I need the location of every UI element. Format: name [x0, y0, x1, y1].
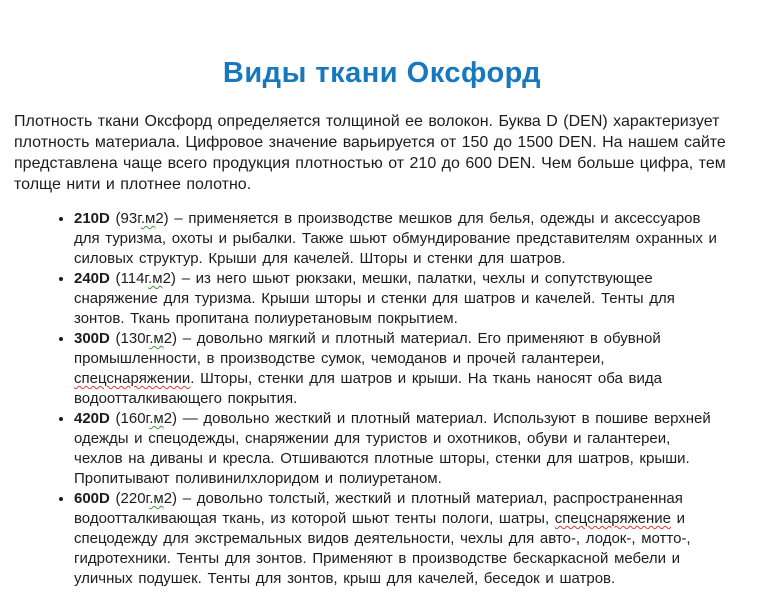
bullet-text: (220г	[109, 490, 150, 507]
intro-paragraph: Плотность ткани Оксфорд определяется толщиной ее волокон. Буква D (DEN) характеризует плотность материала. Цифровое значение варьируется от 150 до 1500 DEN. На нашем сайте представлена чаще всего продукция плотностью от 210 до 600 DEN. Чем больше цифра, тем толще нити и плотнее полотно.	[14, 113, 726, 193]
grammar-flagged-text: .м	[148, 270, 163, 287]
grammar-flagged-text: .м	[149, 410, 164, 427]
grammar-flagged-text: .м	[149, 490, 164, 507]
misspelled-word: спецснаряжение	[554, 510, 671, 527]
bullet-text: 2) – довольно мягкий и плотный материал. Его применяют в обувной промышленности, в производстве сумок, чемоданов и прочей галантереи,	[74, 330, 661, 367]
bullet-text: (114г	[109, 270, 149, 287]
density-term: 240D	[74, 270, 110, 287]
bullet-text: 2) — довольно жесткий и плотный материал. Используют в пошиве верхней одежды и спецодежды, снаряжении для туристов и охотников, обуви и галантереи, чехлов на диваны и кресла. Отшиваются плотные шторы, стенки для шатров, крыши. Пропитывают поливинилхлоридом и полиуретаном.	[74, 410, 711, 487]
density-term: 300D	[74, 330, 110, 347]
fabric-types-list	[0, 209, 764, 589]
list-item	[74, 409, 718, 489]
bullet-text: . Шторы, стенки для шатров и крыши. На ткань наносят оба вида водоотталкивающего покрытия.	[74, 370, 662, 407]
bullet-text: 2) – из него шьют рюкзаки, мешки, палатки, чехлы и сопутствующее снаряжение для туризма. Крыши шторы и стенки для шатров и качелей. Тенты для зонтов. Ткань пропитана полиуретановым покрытием.	[74, 270, 675, 327]
list-item	[74, 489, 718, 589]
list-item	[74, 329, 718, 409]
bullet-text: (160г	[109, 410, 150, 427]
bullet-text: (93г	[109, 210, 141, 227]
bullet-text: и спецодежду для экстремальных видов деятельности, чехлы для авто-, лодок-, мотто-, гидротехники. Тенты для зонтов. Применяют в производстве бескаркасной мебели и уличных подушек. Тенты для зонтов, крыш для качелей, беседок и шатров.	[74, 510, 691, 587]
density-term: 420D	[74, 410, 110, 427]
density-term: 210D	[74, 210, 110, 227]
grammar-flagged-text: .м	[140, 210, 156, 227]
page-title: Виды ткани Оксфорд	[222, 57, 542, 89]
bullet-text: 2) – довольно толстый, жесткий и плотный материал, распространенная водоотталкивающая ткань, из которой шьют тенты пологи, шатры,	[74, 490, 683, 527]
list-item	[74, 269, 718, 329]
bullet-text: 2) – применяется в производстве мешков для белья, одежды и аксессуаров для туризма, охоты и рыбалки. Также шьют обмундирование представителям охранных и силовых структур. Крыши для качелей. Шторы и стенки для шатров.	[74, 210, 717, 267]
list-item	[74, 209, 718, 269]
bullet-text: (130г	[109, 330, 150, 347]
density-term: 600D	[74, 490, 110, 507]
grammar-flagged-text: .м	[149, 330, 164, 347]
misspelled-word: спецснаряжении	[74, 370, 191, 387]
